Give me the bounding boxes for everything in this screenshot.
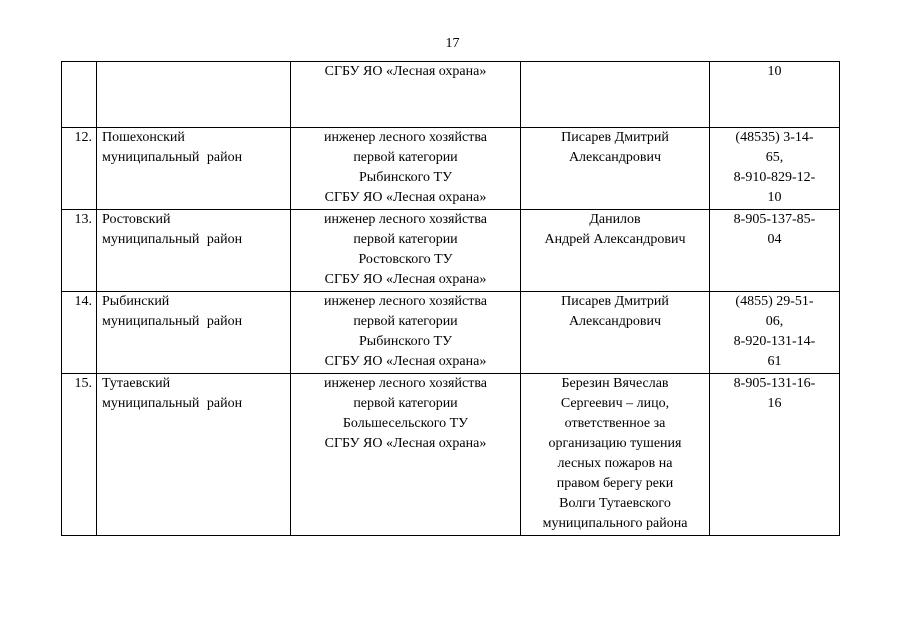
position-line: инженер лесного хозяйства xyxy=(324,130,487,145)
cell-position xyxy=(291,210,521,292)
cell-position xyxy=(291,292,521,374)
phone-line: 65, xyxy=(765,150,784,165)
table-row-continuation xyxy=(62,62,840,128)
phone-line: (4855) 29-51- xyxy=(735,294,814,309)
district-line: муниципальный район xyxy=(102,150,243,165)
phone-line: 06, xyxy=(765,314,784,329)
phone-line: 8-905-131-16- xyxy=(733,376,816,391)
position-line: СГБУ ЯО «Лесная охрана» xyxy=(324,64,487,79)
name-line: Волги Тутаевского xyxy=(559,496,671,511)
position-line: первой категории xyxy=(353,396,458,411)
table-row xyxy=(62,210,840,292)
contacts-table xyxy=(61,61,840,536)
table-row xyxy=(62,374,840,536)
cell-phone xyxy=(710,210,840,292)
position-line: СГБУ ЯО «Лесная охрана» xyxy=(324,436,487,451)
phone-line: 8-920-131-14- xyxy=(733,334,816,349)
district-line: Рыбинский xyxy=(102,294,170,309)
name-line: Писарев Дмитрий xyxy=(561,294,669,309)
cell-number: 15. xyxy=(62,374,97,536)
cell-phone xyxy=(710,374,840,536)
district-line: Пошехонский xyxy=(102,130,185,145)
cell-number: 13. xyxy=(62,210,97,292)
cell-position xyxy=(291,62,521,128)
position-line: инженер лесного хозяйства xyxy=(324,212,487,227)
name-line: Андрей Александрович xyxy=(544,232,686,247)
position-line: Ростовского ТУ xyxy=(358,252,453,267)
cell-name xyxy=(521,210,710,292)
cell-name xyxy=(521,128,710,210)
cell-number: 14. xyxy=(62,292,97,374)
cell-position xyxy=(291,374,521,536)
district-line: муниципальный район xyxy=(102,232,243,247)
position-line: инженер лесного хозяйства xyxy=(324,294,487,309)
position-line: Рыбинского ТУ xyxy=(359,170,452,185)
cell-phone xyxy=(710,292,840,374)
name-line: Данилов xyxy=(589,212,641,227)
cell-name xyxy=(521,62,710,128)
name-line: Березин Вячеслав xyxy=(561,376,669,391)
table-row xyxy=(62,292,840,374)
name-line: ответственное за xyxy=(564,416,666,431)
cell-number: 12. xyxy=(62,128,97,210)
cell-district xyxy=(97,210,291,292)
district-line: Тутаевский xyxy=(102,376,171,391)
cell-name xyxy=(521,374,710,536)
cell-district xyxy=(97,374,291,536)
cell-district xyxy=(97,62,291,128)
cell-district xyxy=(97,128,291,210)
position-line: СГБУ ЯО «Лесная охрана» xyxy=(324,354,487,369)
cell-position xyxy=(291,128,521,210)
cell-number xyxy=(62,62,97,128)
name-line: организацию тушения xyxy=(548,436,682,451)
cell-name xyxy=(521,292,710,374)
phone-line: 61 xyxy=(767,354,782,369)
name-line: Александрович xyxy=(568,314,662,329)
cell-phone xyxy=(710,128,840,210)
cell-district xyxy=(97,292,291,374)
phone-line: 10 xyxy=(767,64,782,79)
position-line: первой категории xyxy=(353,314,458,329)
phone-line: 8-905-137-85- xyxy=(733,212,816,227)
phone-line: 8-910-829-12- xyxy=(733,170,816,185)
cell-phone xyxy=(710,62,840,128)
phone-line: 16 xyxy=(767,396,782,411)
position-line: инженер лесного хозяйства xyxy=(324,376,487,391)
name-line: Сергеевич – лицо, xyxy=(560,396,670,411)
name-line: правом берегу реки xyxy=(556,476,674,491)
district-line: муниципальный район xyxy=(102,314,243,329)
table-body xyxy=(62,62,840,536)
name-line: Александрович xyxy=(568,150,662,165)
phone-line: 04 xyxy=(767,232,782,247)
district-line: Ростовский xyxy=(102,212,171,227)
position-line: Большесельского ТУ xyxy=(342,416,469,431)
phone-line: 10 xyxy=(767,190,782,205)
phone-line: (48535) 3-14- xyxy=(735,130,814,145)
name-line: муниципального района xyxy=(542,516,688,531)
page-number: 17 xyxy=(445,36,460,51)
district-line: муниципальный район xyxy=(102,396,243,411)
name-line: лесных пожаров на xyxy=(557,456,673,471)
table-row xyxy=(62,128,840,210)
name-line: Писарев Дмитрий xyxy=(561,130,669,145)
position-line: СГБУ ЯО «Лесная охрана» xyxy=(324,272,487,287)
position-line: первой категории xyxy=(353,150,458,165)
position-line: первой категории xyxy=(353,232,458,247)
position-line: Рыбинского ТУ xyxy=(359,334,452,349)
position-line: СГБУ ЯО «Лесная охрана» xyxy=(324,190,487,205)
